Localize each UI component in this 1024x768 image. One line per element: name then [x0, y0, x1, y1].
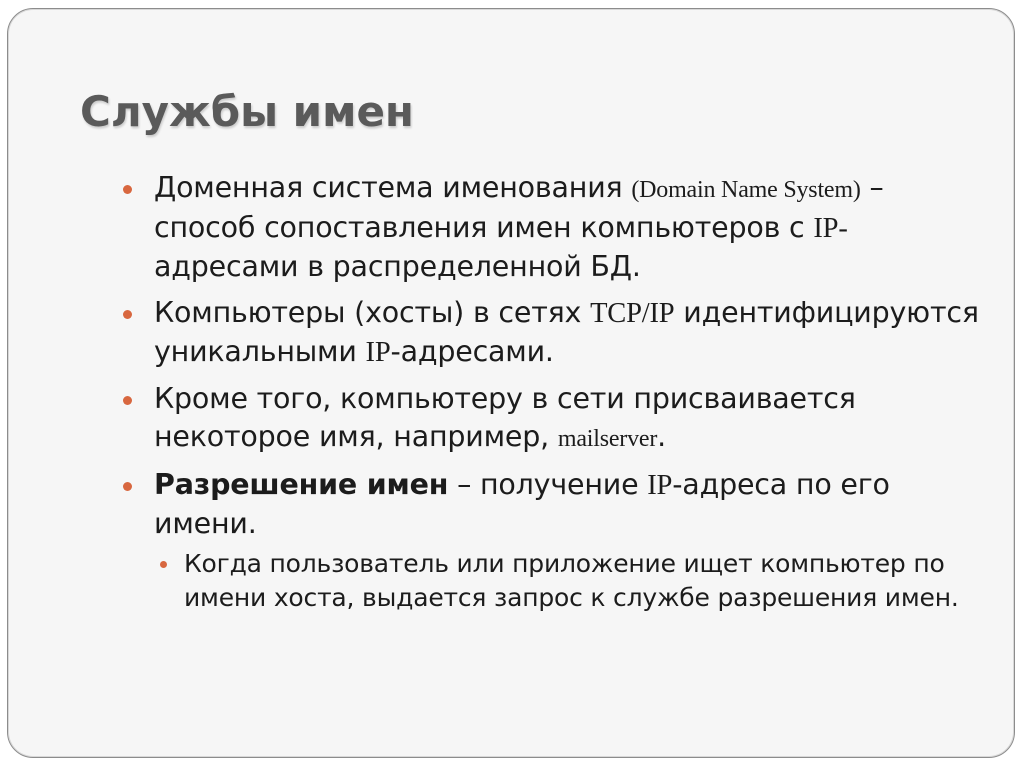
- slide-frame: [7, 8, 1015, 758]
- bullet-item-resolution: [118, 466, 988, 615]
- bullet-item-hosts: [118, 294, 988, 372]
- bullet-text: – получение: [448, 468, 648, 501]
- bullet-text: Кроме того, компьютеру в сети присваивается некоторое имя, например,: [154, 382, 856, 453]
- bullet-bold-term: Разрешение имен: [154, 468, 449, 501]
- bullet-text: -адреса по его имени.: [154, 468, 890, 540]
- sub-bullet-list: [154, 547, 988, 615]
- bullet-text: – способ сопоставления имен компьютеров с: [154, 171, 884, 244]
- bullet-dot-icon: [123, 396, 132, 405]
- bullet-latin-term: (Domain Name System): [631, 177, 861, 203]
- bullet-text: -адресами.: [390, 335, 554, 368]
- sub-bullet-dot-icon: [160, 561, 167, 568]
- sub-bullet-text: Когда пользователь или приложение ищет компьютер по имени хоста, выдается запрос к службе разрешения имен.: [184, 549, 959, 612]
- bullet-latin-term: TCP/IP: [590, 298, 675, 329]
- bullet-text: Компьютеры (хосты) в сетях: [154, 296, 591, 329]
- bullet-text: адресами в распределенной БД.: [154, 250, 641, 283]
- bullet-dot-icon: [123, 310, 132, 319]
- bullet-latin-term: IP: [647, 470, 673, 501]
- bullet-text: .: [657, 420, 667, 453]
- bullet-latin-term: IP-: [813, 213, 848, 244]
- bullet-dot-icon: [123, 482, 132, 491]
- bullet-latin-term: IP: [365, 337, 391, 368]
- sub-bullet-item: [154, 547, 988, 615]
- slide-title: Службы имен: [80, 87, 414, 136]
- bullet-text: идентифицируются уникальными: [154, 296, 979, 368]
- bullet-item-dns: [118, 169, 988, 286]
- bullet-list: [118, 169, 988, 623]
- bullet-dot-icon: [123, 185, 132, 194]
- bullet-item-hostname: [118, 380, 988, 458]
- bullet-text: Доменная система именования: [154, 171, 632, 204]
- bullet-latin-term: mailserver: [557, 426, 658, 452]
